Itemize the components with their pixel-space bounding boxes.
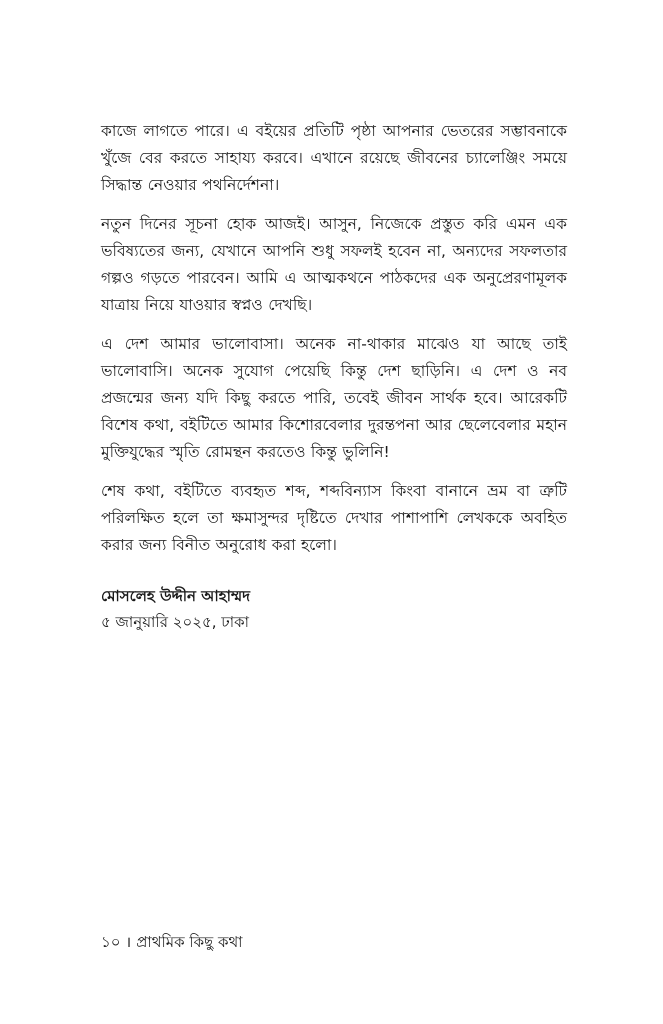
signature-block — [101, 583, 567, 635]
body-text — [101, 118, 567, 635]
author-name: মোসলেহ উদ্দীন আহাম্মদ — [101, 587, 250, 605]
section-title: প্রাথমিক কিছু কথা — [136, 933, 243, 951]
footer-separator: । — [125, 933, 132, 951]
date-place: ৫ জানুয়ারি ২০২৫, ঢাকা — [101, 613, 249, 631]
paragraph-4: শেষ কথা, বইটিতে ব্যবহৃত শব্দ, শব্দবিন্যাস কিংবা বানানে ভ্রম বা ত্রুটি পরিলক্ষিত হলে তা ক্ষমাসুন্দর দৃষ্টিতে দেখার পাশাপাশি লেখককে অবহিত করার জন্য বিনীত অনুরোধ করা হলো। — [101, 482, 567, 554]
paragraph-3: এ দেশ আমার ভালোবাসা। অনেক না-থাকার মাঝেও যা আছে তাই ভালোবাসি। অনেক সুযোগ পেয়েছি কিন্তু দেশ ছাড়িনি। এ দেশ ও নব প্রজন্মের জন্য যদি কিছু করতে পারি, তবেই জীবন সার্থক হবে। আরেকটি বিশেষ কথা, বইটিতে আমার কিশোরবেলার দুরন্তপনা আর ছেলেবেলার মহান মুক্তিযুদ্ধের স্মৃতি রোমন্থন করতেও কিন্তু ভুলিনি! — [101, 335, 567, 461]
page-number: ১০ — [101, 933, 121, 951]
page-footer — [101, 930, 243, 954]
paragraph-1: কাজে লাগতে পারে। এ বইয়ের প্রতিটি পৃষ্ঠা আপনার ভেতরের সম্ভাবনাকে খুঁজে বের করতে সাহায্য করবে। এখানে রয়েছে জীবনের চ্যালেঞ্জিং সময়ে সিদ্ধান্ত নেওয়ার পথনির্দেশনা। — [101, 122, 567, 194]
paragraph-2: নতুন দিনের সূচনা হোক আজই। আসুন, নিজেকে প্রস্তুত করি এমন এক ভবিষ্যতের জন্য, যেখানে আপনি শুধু সফলই হবেন না, অন্যদের সফলতার গল্পও গড়তে পারবেন। আমি এ আত্মকথনে পাঠকদের এক অনুপ্রেরণামূলক যাত্রায় নিয়ে যাওয়ার স্বপ্নও দেখছি। — [101, 215, 567, 314]
